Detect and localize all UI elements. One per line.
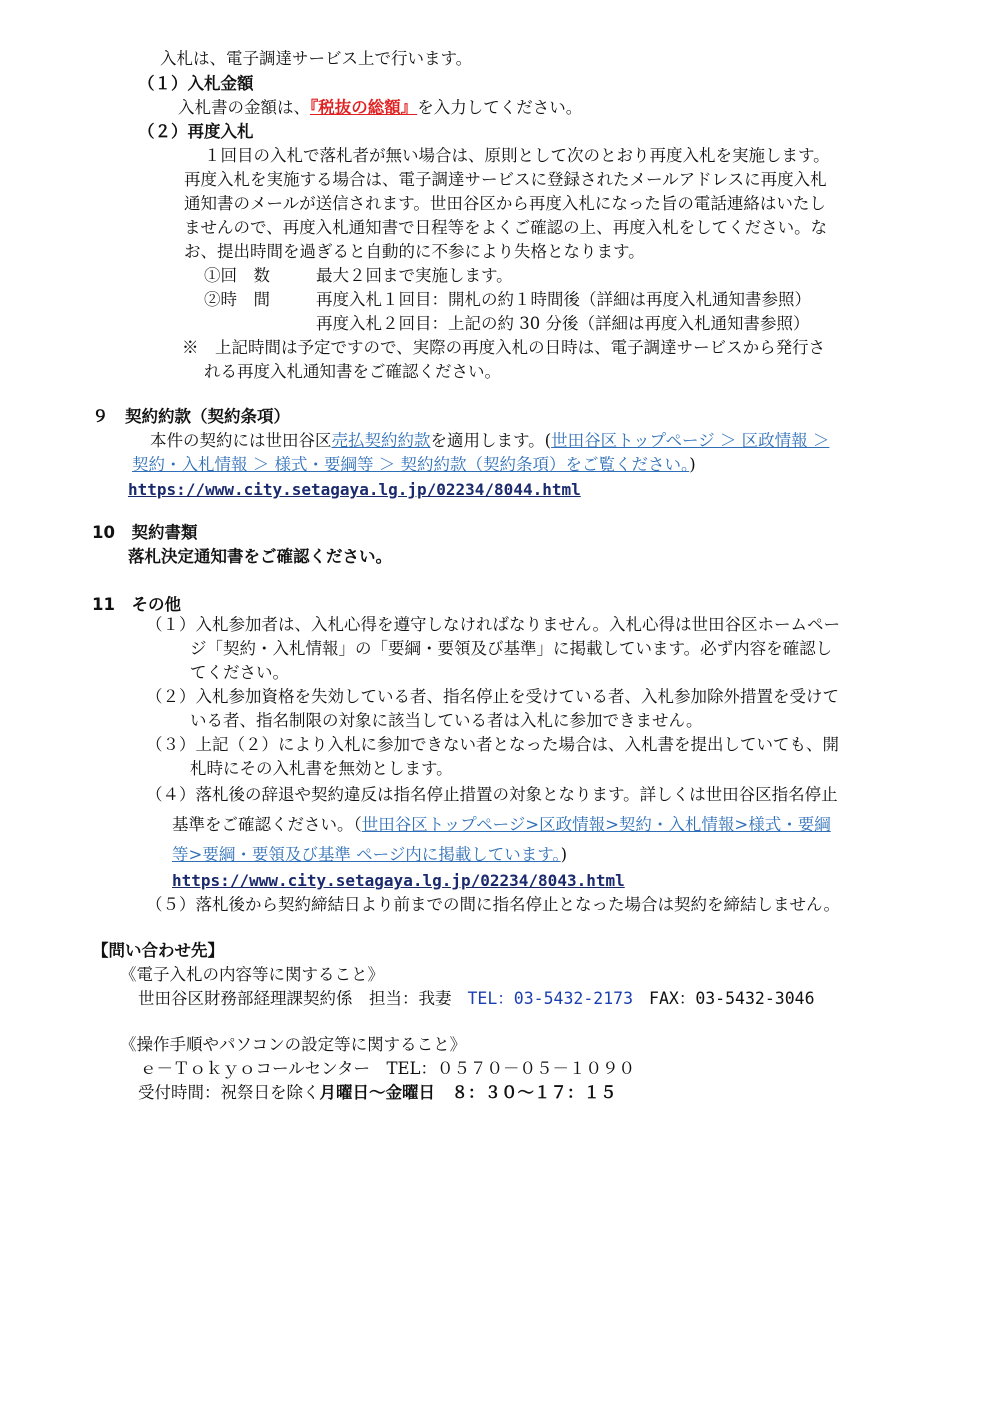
section-9-url [128,479,581,501]
bid-amount-text [178,97,582,119]
designation-standards-path-link[interactable]: 等>要綱・要領及び基準 ページ内に掲載しています。 [172,845,561,864]
contact-hours-value: 月曜日～金曜日 ８：３０～１７：１５ [319,1083,617,1102]
section-9-heading: ９ 契約約款（契約条項） [92,407,290,426]
rebid-note-1: ※ 上記時間は予定ですので、実際の再度入札の日時は、電子調達サービスから発行さ [182,338,826,357]
section-9-text-2 [132,454,696,476]
rebid-line-2: 再度入札を実施する場合は、電子調達サービスに登録されたメールアドレスに再度入札 [184,170,827,189]
s11-item5: （５）落札後から契約締結日より前までの間に指名停止となった場合は契約を締結しません。 [146,895,840,914]
s11-item2-line2: いる者、指名制限の対象に該当している者は入札に参加できません。 [190,711,703,730]
s11-item4-text: 基準をご確認ください。（ [172,815,362,834]
rebid-line-4: ませんので、再度入札通知書で日程等をよくご確認の上、再度入札をしてください。な [184,218,828,237]
contact-sub-1: 《電子入札の内容等に関すること》 [120,965,384,984]
contact-sub-2: 《操作手順やパソコンの設定等に関すること》 [120,1035,467,1054]
s11-item1-line2: ジ「契約・入札情報」の「要綱・要領及び基準」に掲載しています。必ず内容を確認し [190,639,833,658]
contact-heading: 【問い合わせ先】 [92,941,224,960]
rebid-time-value-1: 再度入札１回目：開札の約１時間後（詳細は再度入札通知書参照） [316,290,811,309]
bid-amount-emphasis: 『税抜の総額』 [310,98,418,117]
rebid-heading: （２）再度入札 [138,122,254,141]
bid-amount-text-a: 入札書の金額は、 [178,98,310,117]
designation-standards-link[interactable]: 世田谷区トップページ>区政情報>契約・入札情報>様式・要綱 [361,815,831,834]
contact-tel: TEL：03-5432-2173 [467,989,634,1008]
rebid-time-value-2: 再度入札２回目：上記の約 30 分後（詳細は再度入札通知書参照） [316,314,810,333]
setagaya-top-page-link[interactable]: 世田谷区トップページ ＞ 区政情報 ＞ [551,431,830,450]
rebid-note-2: れる再度入札通知書をご確認ください。 [204,362,501,381]
rebid-line-1: １回目の入札で落札者が無い場合は、原則として次のとおり再度入札を実施します。 [204,146,830,165]
contact-center: ｅ－Ｔｏｋｙｏコールセンター TEL：０５７０－０５－１０９０ [140,1059,636,1078]
section-9-text-b: を適用します。( [430,431,552,450]
designation-standards-url-link[interactable]: https://www.city.setagaya.lg.jp/02234/8043.html [172,871,625,890]
section-10-heading: 10 契約書類 [92,523,198,542]
section-9-close: ) [689,455,696,474]
rebid-time-label: ②時 間 [204,290,270,309]
s11-item4-line3 [172,844,567,866]
contract-terms-url-link[interactable]: https://www.city.setagaya.lg.jp/02234/8044.html [128,480,581,499]
s11-item4-close: ) [560,845,568,864]
s11-item1-line3: てください。 [190,663,289,682]
contact-dept-line [138,988,815,1010]
contact-hours [138,1082,617,1104]
bid-amount-text-b: を入力してください。 [417,98,583,117]
rebid-line-3: 通知書のメールが送信されます。世田谷区から再度入札になった旨の電話連絡はいたし [184,194,826,213]
section-9-text-a: 本件の契約には世田谷区 [150,431,332,450]
s11-item2-line1: （２）入札参加資格を失効している者、指名停止を受けている者、入札参加除外措置を受けて [146,687,839,706]
bid-amount-heading: （１）入札金額 [138,74,254,93]
section-9-text-1 [150,430,829,452]
s11-item3-line1: （３）上記（２）により入札に参加できない者となった場合は、入札書を提出していても、開 [146,735,839,754]
rebid-count-label: ①回 数 [204,266,270,285]
bid-intro: 入札は、電子調達サービス上で行います。 [160,49,473,68]
section-11-heading: 11 その他 [92,595,181,614]
rebid-count-value: 最大２回まで実施します。 [316,266,513,285]
s11-item1-line1: （１）入札参加者は、入札心得を遵守しなければなりません。入札心得は世田谷区ホームペー [146,615,840,634]
s11-item4-url [172,870,625,892]
s11-item4-line1: （４）落札後の辞退や契約違反は指名停止措置の対象となります。詳しくは世田谷区指名停止 [146,785,838,804]
s11-item3-line2: 札時にその入札書を無効とします。 [190,759,453,778]
contract-terms-link[interactable]: 売払契約約款 [331,431,431,450]
contract-terms-path-link[interactable]: 契約・入札情報 ＞ 様式・要綱等 ＞ 契約約款（契約条項）をご覧ください。 [132,455,690,474]
contact-fax: FAX：03-5432-3046 [649,989,815,1008]
contact-hours-label: 受付時間：祝祭日を除く [138,1083,320,1102]
contact-dept: 世田谷区財務部経理課契約係 担当：我妻 [138,989,452,1008]
rebid-line-5: お、提出時間を過ぎると自動的に不参により失格となります。 [184,242,645,261]
section-10-text: 落札決定通知書をご確認ください。 [128,547,392,566]
s11-item4-line2 [172,814,831,836]
